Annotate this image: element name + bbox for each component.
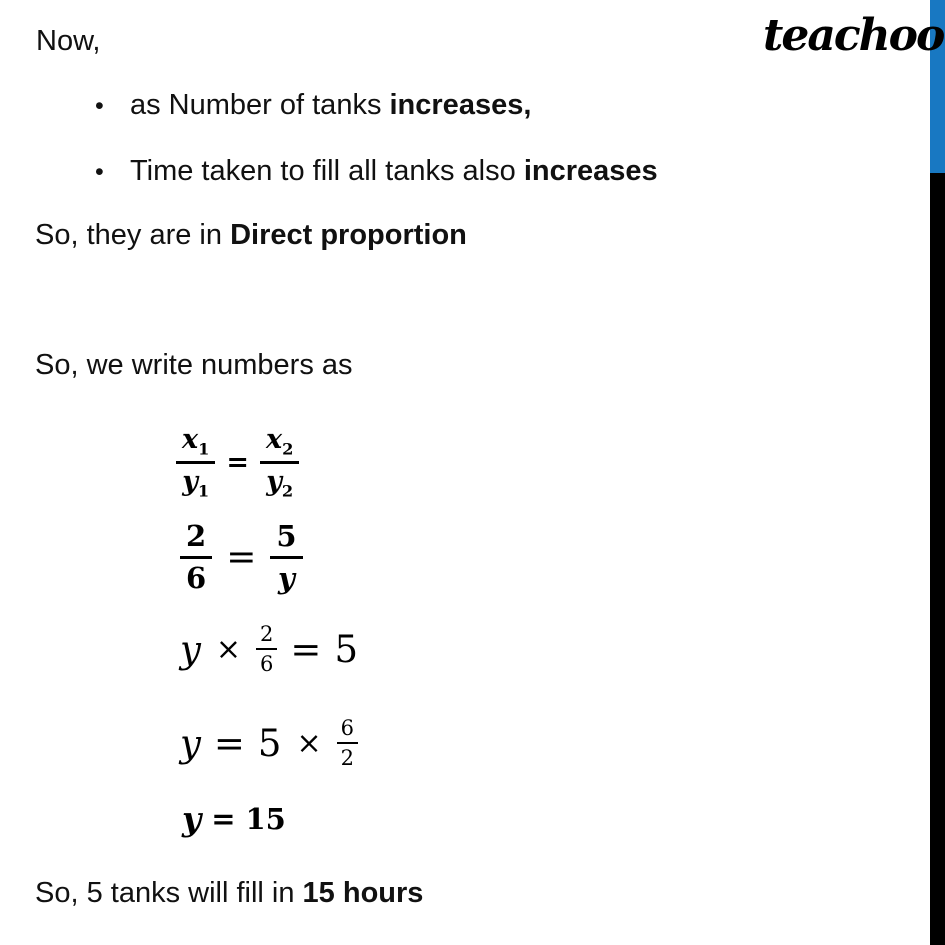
- fraction-denominator: 6: [186, 561, 207, 595]
- math-subscript: 2: [282, 439, 294, 459]
- math-variable: x: [182, 424, 199, 455]
- equals-sign: =: [226, 446, 249, 478]
- fraction-denominator: [278, 559, 295, 595]
- equation-step1: [180, 622, 358, 676]
- math-subscript: 2: [281, 481, 294, 501]
- intro-label: Now,: [36, 25, 101, 57]
- bullet-text-normal: Time taken to fill all tanks also: [130, 155, 524, 187]
- bullet-icon: •: [95, 158, 104, 186]
- math-subscript: 1: [198, 439, 210, 459]
- bullet-icon: •: [95, 92, 104, 120]
- bullet-text-bold: increases,: [389, 89, 532, 121]
- math-variable: y: [182, 466, 198, 498]
- fraction-5-y: [270, 519, 302, 595]
- equation-step2: [180, 716, 358, 770]
- bullet-text: [130, 155, 658, 188]
- equals-sign: =: [213, 721, 245, 765]
- fraction-numerator: [260, 424, 299, 464]
- fraction-denominator: 6: [260, 652, 274, 676]
- multiply-sign: ×: [296, 725, 322, 761]
- math-variable: y: [278, 561, 295, 595]
- statement-direct-proportion: [35, 219, 467, 252]
- math-number: 5: [334, 627, 358, 671]
- bullet-item-tanks-increase: [95, 89, 531, 122]
- equals-sign: =: [290, 627, 322, 671]
- fraction-denominator: 2: [340, 746, 354, 770]
- statement-bold: 15 hours: [302, 877, 424, 909]
- statement-normal: So, 5 tanks will fill in: [35, 877, 303, 909]
- statement-conclusion: [35, 877, 423, 910]
- fraction-2-6: [256, 622, 277, 676]
- fraction-numerator: 2: [256, 622, 277, 650]
- fraction-denominator: [266, 464, 293, 500]
- bullet-item-time-increase: [95, 155, 658, 188]
- fraction-2-6: [180, 519, 212, 595]
- fraction-denominator: [182, 464, 209, 500]
- multiply-sign: ×: [215, 631, 242, 667]
- fraction-numerator: [176, 424, 215, 464]
- bullet-text: [130, 89, 531, 122]
- bullet-text-bold: increases: [523, 155, 658, 187]
- equals-sign: =: [226, 536, 257, 578]
- bullet-text-normal: as Number of tanks: [130, 89, 390, 121]
- math-number: 15: [245, 801, 286, 836]
- equation-result: [182, 799, 286, 838]
- statement-write-numbers: So, we write numbers as: [35, 349, 353, 381]
- math-subscript: 1: [197, 481, 210, 501]
- fraction-numerator: 6: [337, 716, 358, 744]
- statement-normal: So, they are in: [35, 219, 231, 251]
- math-variable: x: [266, 424, 283, 455]
- equals-sign: =: [211, 801, 236, 836]
- math-variable: y: [180, 721, 201, 765]
- equation-substitution: [180, 519, 303, 595]
- teachoo-logo: teachoo: [763, 10, 944, 61]
- math-variable: y: [266, 466, 282, 498]
- fraction-6-2: [337, 716, 358, 770]
- fraction-numerator: 5: [270, 519, 302, 559]
- fraction-x1-y1: [176, 424, 215, 501]
- fraction-numerator: 2: [180, 519, 212, 559]
- right-accent-bar-black: [930, 173, 945, 945]
- fraction-x2-y2: [260, 424, 299, 501]
- math-variable: y: [182, 799, 202, 838]
- statement-bold: Direct proportion: [230, 219, 467, 251]
- math-number: 5: [257, 721, 282, 765]
- math-variable: y: [180, 627, 201, 671]
- equation-proportion: [176, 424, 299, 501]
